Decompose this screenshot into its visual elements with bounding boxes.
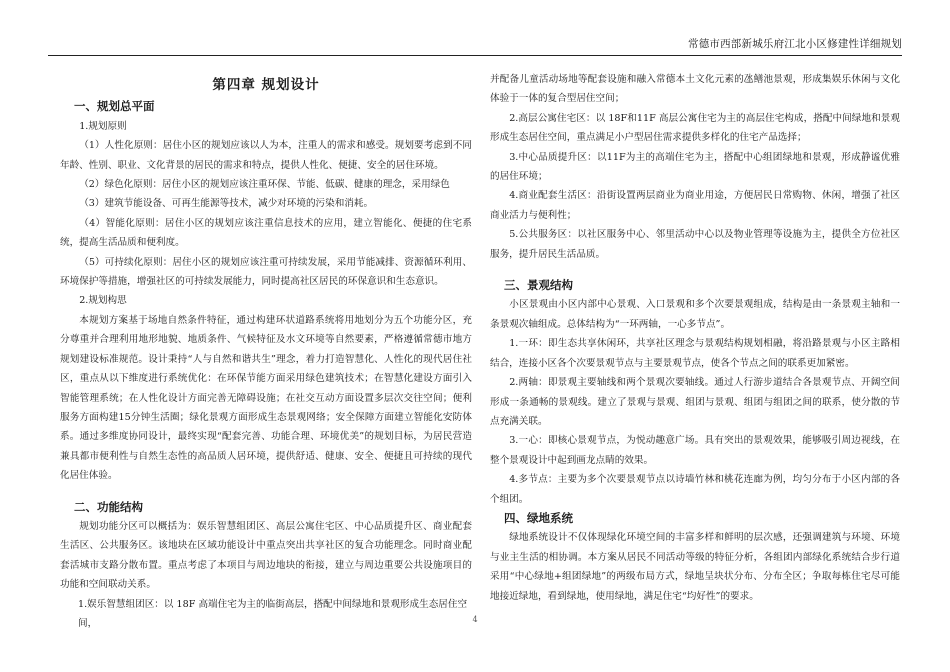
paragraph: 2.两轴：即景观主要轴线和两个景观次要轴线。通过人行游步道结合各景观节点、开阔空间形成一条通畅的景观线。建立了景观与景观、组团与景观、组团与组团之间的联系，使分散的节点充满关联。 xyxy=(490,377,900,427)
paragraph: （4）智能化原则：居住小区的规划应该注重信息技术的应用，建立智能化、便捷的住宅系统，提高生活品质和便利度。 xyxy=(60,217,472,249)
chapter-title: 第四章 规划设计 xyxy=(212,77,320,93)
subheading-principles: 1.规划原则 xyxy=(79,120,127,132)
left-column xyxy=(60,70,472,633)
subheading-concept: 2.规划构思 xyxy=(79,295,127,307)
paragraph: （3）建筑节能设备、可再生能源等技术，减少对环境的污染和消耗。 xyxy=(79,198,374,210)
paragraph: 并配备儿童活动场地等配套设施和融入常德本土文化元素的氹鳝池景观，形成集娱乐休闲与文化体验于一体的复合型居住空间； xyxy=(490,74,900,105)
paragraph: 小区景观由小区内部中心景观、入口景观和多个次要景观组成，结构是由一条景观主轴和一条景观次轴组成。总体结构为“一环两轴，一心多节点”。 xyxy=(490,299,900,330)
right-column xyxy=(490,70,900,606)
paragraph: 3.一心：即核心景观节点，为悦动趣意广场。具有突出的景观效果，能够吸引周边视线，在整个景观设计中起到画龙点睛的效果。 xyxy=(490,435,900,466)
header-rule xyxy=(48,55,902,56)
paragraph: （1）人性化原则：居住小区的规划应该以人为本，注重人的需求和感受。规划要考虑到不同年龄、性别、职业、文化背景的居民的需求和特点，提供人性化、便捷、安全的居住环境。 xyxy=(60,140,472,171)
paragraph: 4.多节点：主要为多个次要景观节点以诗墙竹林和桃花连廊为例，均匀分布于小区内部的各个组团。 xyxy=(490,474,900,505)
paragraph: 1.一环：即生态共享休闲环，共享社区理念与景观结构规划相融，将沿路景观与小区主路相结合，连接小区各个次要景观节点与主要景观节点，使各个节点之间的联系更加紧密。 xyxy=(490,338,900,369)
section-heading-plan: 一、规划总平面 xyxy=(74,99,155,114)
section-heading-function: 二、功能结构 xyxy=(74,499,143,514)
page-number: 4 xyxy=(472,615,478,624)
page-header: 常德市西部新城乐府江北小区修建性详细规划 xyxy=(688,38,902,50)
paragraph: 2.高层公寓住宅区：以 18F和11F 高层公寓住宅为主的高层住宅构成，搭配中间绿地和景观形成生态居住空间，重点满足小户型居住需求提供多样化的住宅产品选择； xyxy=(490,112,900,144)
paragraph: 4.商业配套生活区：沿街设置两层商业为商业用途，方便居民日常购物、休闲，增强了社区商业活力与便利性； xyxy=(490,190,900,221)
paragraph: 5.公共服务区：以社区服务中心、邻里活动中心以及物业管理等设施为主，提供全方位社区服务，提升居民生活品质。 xyxy=(490,229,900,260)
paragraph: 绿地系统设计不仅体现绿化环境空间的丰富多样和鲜明的层次感，还强调建筑与环境、环境与业主生活的相协调。本方案从居民不同活动等级的特征分析，各组团内部绿化系统结合步行道采用“中心绿地+组团绿地”的两级布局方式，绿地呈块状分布、分布全区；争取每栋住宅尽可能地接近绿地，看到绿地，使用绿地，满足住宅“均好性”的要求。 xyxy=(490,532,900,602)
paragraph: 规划功能分区可以概括为：娱乐智慧组团区、高层公寓住宅区、中心品质提升区、商业配套生活区、公共服务区。该地块在区域功能设计中重点突出共享社区的复合功能理念。同时商业配套活城市支路分散布置。重点考虑了本项目与周边地块的衔接，建立与周边重要公共设施项目的功能和空间联动关系。 xyxy=(60,520,472,591)
paragraph: 3.中心品质提升区：以11F为主的高端住宅为主，搭配中心组团绿地和景观，形成静谧优雅的居住环境； xyxy=(490,151,900,183)
paragraph: （5）可持续化原则：居住小区的规划应该注重可持续发展，采用节能减排、资源循环利用、环境保护等措施，增强社区的可持续发展能力，同时提高社区居民的环保意识和生态意识。 xyxy=(60,256,472,288)
section-heading-landscape: 三、景观结构 xyxy=(504,278,573,293)
paragraph: （2）绿色化原则：居住小区的规划应该注重环保、节能、低碳、健康的理念，采用绿色 xyxy=(79,179,450,191)
paragraph: 1.娱乐智慧组团区：以 18F 高端住宅为主的临街高层，搭配中间绿地和景观形成生态居住空间， xyxy=(78,598,468,629)
paragraph: 本规划方案基于场地自然条件特征，通过构建环状道路系统将用地划分为五个功能分区，充分尊重并合理利用地形地貌、地质条件、气候特征及水文环境等自然要素，严格遵循常德市地方规划建设标准规范。设计秉持“人与自然和谐共生”理念，着力打造智慧化、人性化的现代居住社区，重点从以下维度进行系统优化：在环保节能方面采用绿色建筑技术；在智慧化建设方面引入智能管理系统；在人性化设计方面完善无障碍设施；在社交互动方面设置多层次交往空间；便利服务方面构建15分钟生活圈；绿化景观方面形成生态景观网络；安全保障方面建立智能化安防体系。通过多维度协同设计，最终实现“配套完善、功能合理、环境优美”的规划目标，为居民营造兼具都市便利性与自然生态性的高品质人居环境，提供舒适、健康、安全、便捷且可持续的现代化居住体验。 xyxy=(60,314,472,482)
section-heading-green: 四、绿地系统 xyxy=(504,510,573,525)
